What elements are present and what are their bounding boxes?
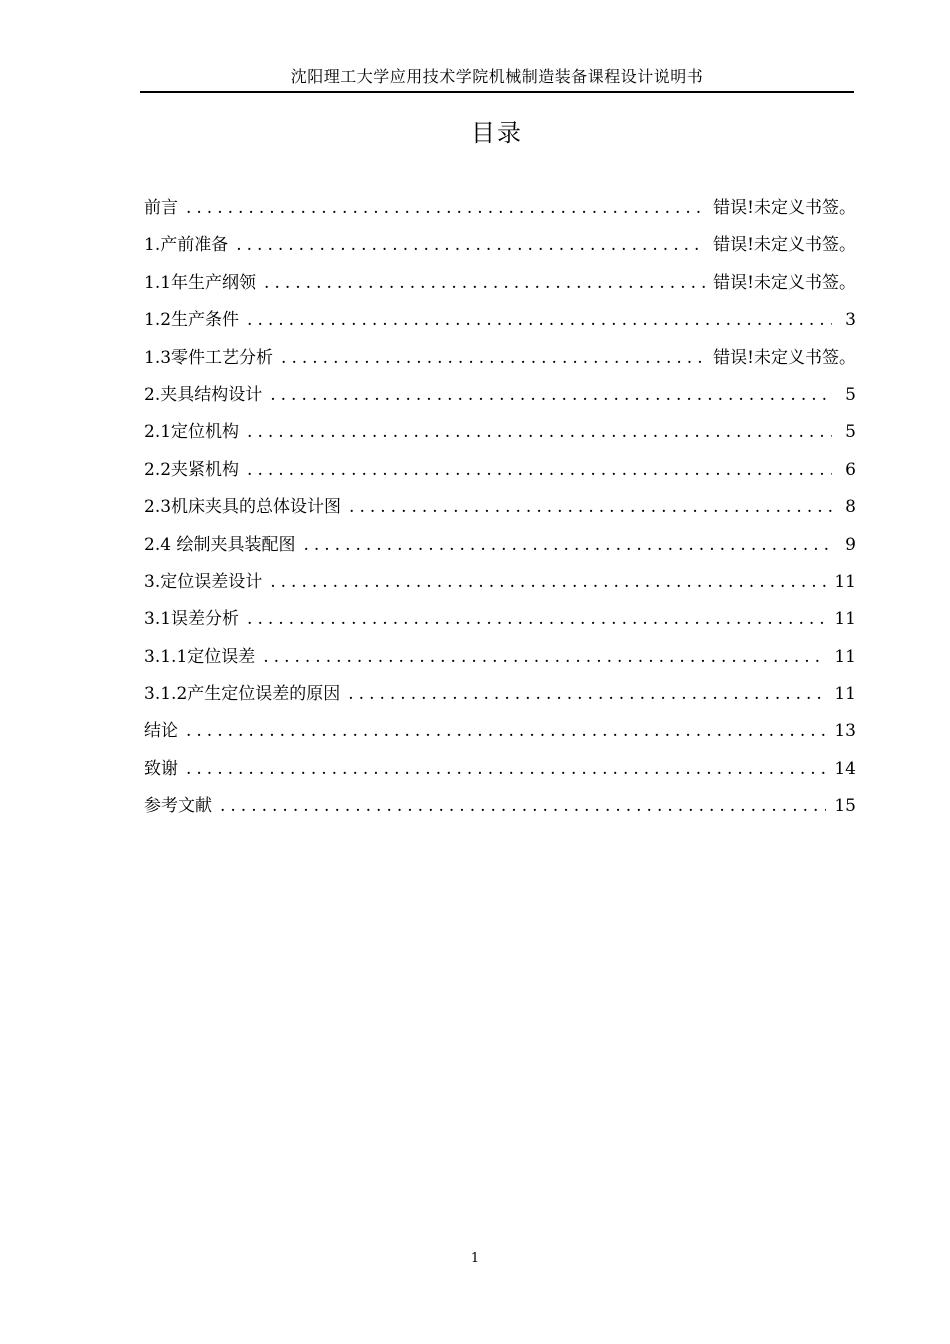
page-header: 沈阳理工大学应用技术学院机械制造装备课程设计说明书 xyxy=(290,67,704,86)
toc-leader-dots xyxy=(247,452,832,489)
toc-entry[interactable] xyxy=(144,190,856,227)
toc-entry-label: 1.1年生产纲领 xyxy=(144,272,257,293)
toc-entry[interactable] xyxy=(144,564,856,601)
toc-entry-page: 错误!未定义书签。 xyxy=(713,272,856,293)
toc-leader-dots xyxy=(270,377,832,414)
toc-entry[interactable] xyxy=(144,527,856,564)
toc-leader-dots xyxy=(263,639,826,676)
toc-entry-page: 5 xyxy=(845,384,856,405)
toc-entry-page: 15 xyxy=(834,796,856,817)
toc-entry[interactable] xyxy=(144,713,856,750)
toc-leader-dots xyxy=(236,227,705,264)
toc-entry[interactable] xyxy=(144,639,856,676)
toc-entry-label: 2.3机床夹具的总体设计图 xyxy=(144,497,342,518)
toc-entry-page: 6 xyxy=(845,459,856,480)
toc-entry-label: 结论 xyxy=(144,721,178,742)
toc-leader-dots xyxy=(186,713,826,750)
toc-leader-dots xyxy=(348,676,826,713)
toc-entry-page: 5 xyxy=(845,422,856,443)
toc-entry-page: 11 xyxy=(834,684,856,705)
toc-entry-page: 11 xyxy=(834,609,856,630)
page-number: 1 xyxy=(470,1251,480,1266)
header-rule xyxy=(140,91,854,93)
toc-leader-dots xyxy=(220,788,826,825)
toc-entry-label: 2.1定位机构 xyxy=(144,422,240,443)
table-of-contents xyxy=(144,190,856,826)
toc-entry[interactable] xyxy=(144,265,856,302)
toc-leader-dots xyxy=(247,414,832,451)
toc-entry-label: 3.1.2产生定位误差的原因 xyxy=(144,684,341,705)
toc-entry[interactable] xyxy=(144,676,856,713)
toc-entry-label: 前言 xyxy=(144,198,178,218)
toc-entry[interactable] xyxy=(144,489,856,526)
toc-entry-label: 1.产前准备 xyxy=(144,235,229,256)
toc-entry-page: 11 xyxy=(834,571,856,592)
toc-leader-dots xyxy=(270,564,826,601)
toc-entry-label: 3.定位误差设计 xyxy=(144,571,263,592)
toc-entry-page: 3 xyxy=(845,310,856,331)
toc-entry-page: 错误!未定义书签。 xyxy=(713,235,856,256)
toc-entry-label: 参考文献 xyxy=(144,796,212,817)
toc-entry[interactable] xyxy=(144,340,856,377)
toc-leader-dots xyxy=(303,527,832,564)
toc-entry[interactable] xyxy=(144,302,856,339)
toc-entry-label: 2.4 绘制夹具装配图 xyxy=(144,534,296,555)
toc-leader-dots xyxy=(186,190,705,227)
toc-entry-label: 2.夹具结构设计 xyxy=(144,384,263,405)
toc-entry[interactable] xyxy=(144,601,856,638)
toc-leader-dots xyxy=(247,601,826,638)
toc-entry-label: 1.2生产条件 xyxy=(144,310,240,331)
toc-entry[interactable] xyxy=(144,227,856,264)
toc-entry-page: 9 xyxy=(845,534,856,555)
toc-entry-page: 错误!未定义书签。 xyxy=(713,198,856,218)
toc-title: 目录 xyxy=(471,119,523,147)
toc-entry-page: 13 xyxy=(834,721,856,742)
toc-entry[interactable] xyxy=(144,751,856,788)
toc-leader-dots xyxy=(349,489,832,526)
toc-entry-label: 1.3零件工艺分析 xyxy=(144,347,274,368)
toc-leader-dots xyxy=(186,751,826,788)
toc-entry-page: 11 xyxy=(834,646,856,667)
toc-leader-dots xyxy=(247,302,832,339)
toc-entry-page: 8 xyxy=(845,497,856,518)
toc-entry[interactable] xyxy=(144,377,856,414)
toc-entry-label: 3.1误差分析 xyxy=(144,609,240,630)
toc-entry[interactable] xyxy=(144,452,856,489)
toc-entry-label: 致谢 xyxy=(144,758,178,779)
toc-entry-page: 错误!未定义书签。 xyxy=(713,347,856,368)
toc-leader-dots xyxy=(264,265,705,302)
toc-entry-label: 2.2夹紧机构 xyxy=(144,459,240,480)
toc-entry[interactable] xyxy=(144,414,856,451)
toc-entry-label: 3.1.1定位误差 xyxy=(144,646,256,667)
toc-entry[interactable] xyxy=(144,788,856,825)
toc-leader-dots xyxy=(281,340,705,377)
toc-entry-page: 14 xyxy=(834,758,856,779)
